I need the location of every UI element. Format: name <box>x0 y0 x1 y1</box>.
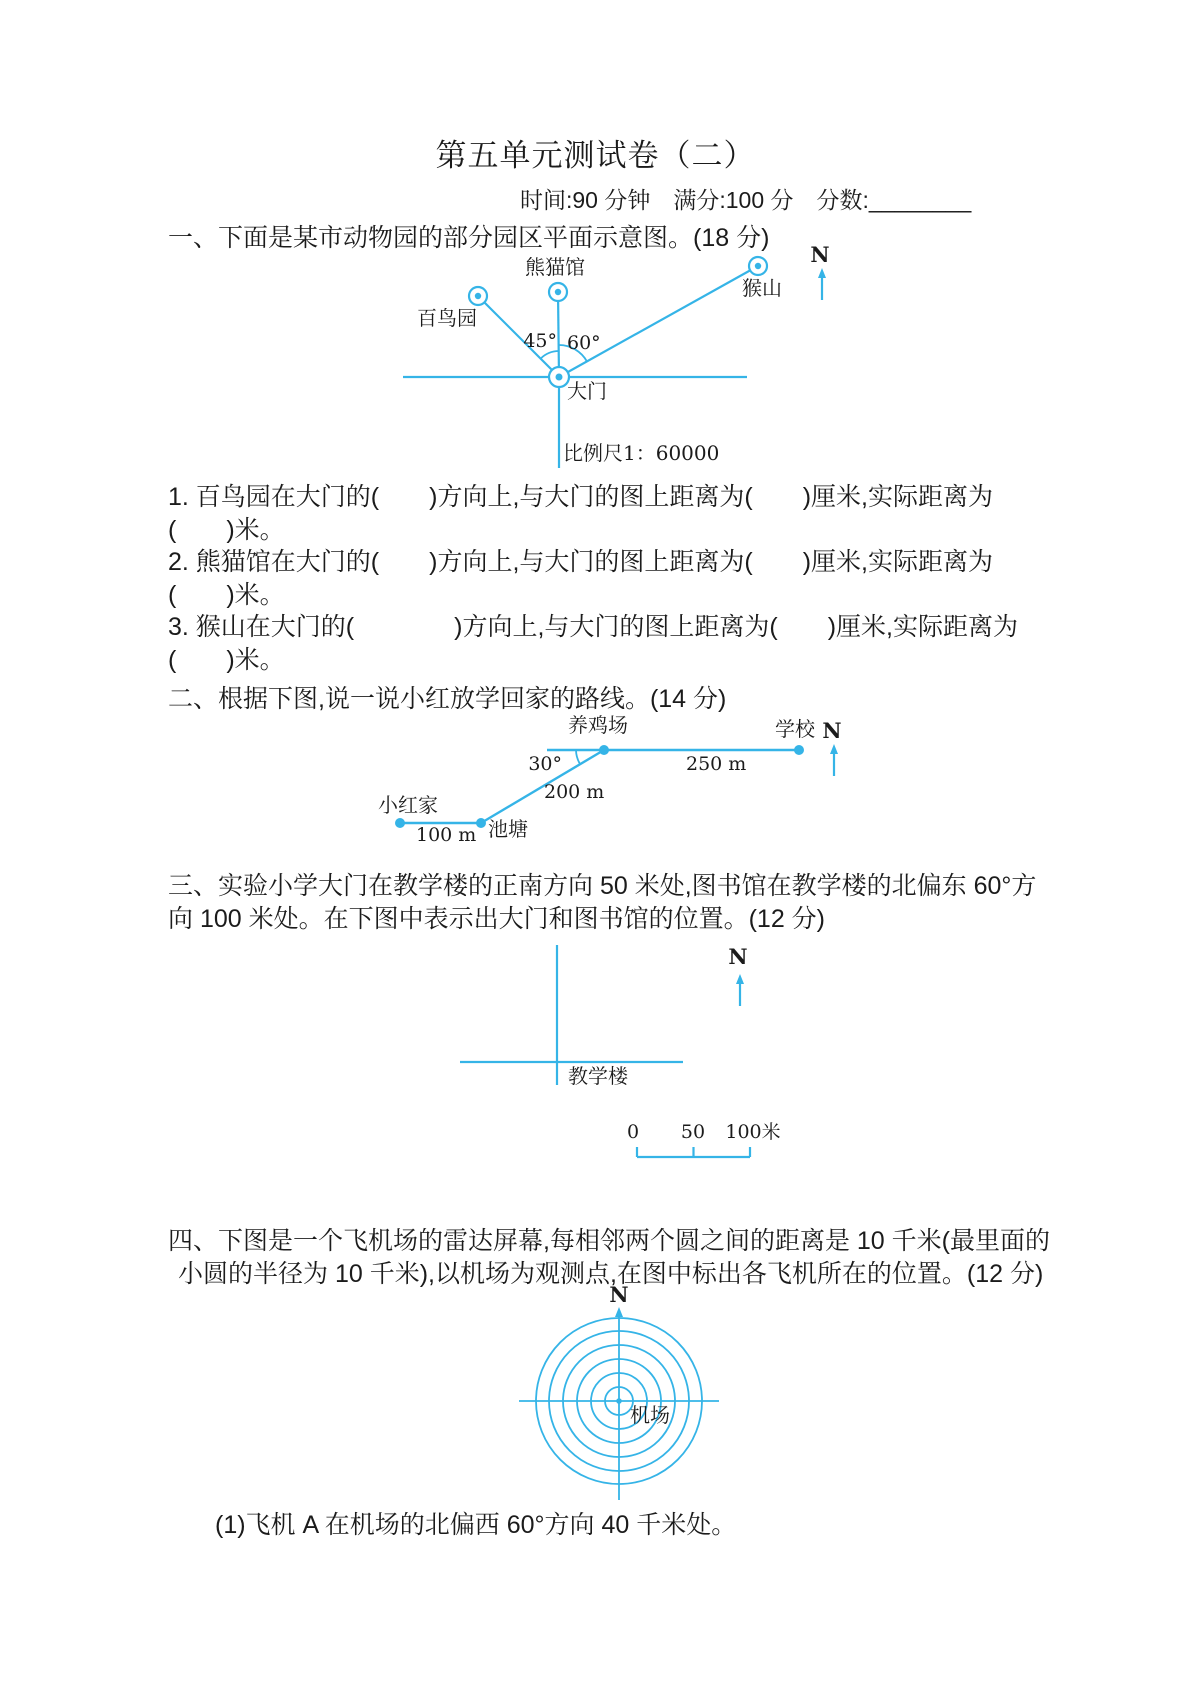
section4-heading-line1: 四、下图是一个飞机场的雷达屏幕,每相邻两个圆之间的距离是 10 千米(最里面的 <box>168 1227 1050 1255</box>
q3-line2: ( )米。 <box>168 646 285 674</box>
section1-heading: 一、下面是某市动物园的部分园区平面示意图。(18 分) <box>168 224 770 252</box>
radar-north-arrowhead <box>615 1307 623 1317</box>
school-dot <box>794 745 804 755</box>
airport-label: 机场 <box>630 1403 670 1427</box>
home-dot <box>395 818 405 828</box>
campus-north-label: N <box>728 944 748 969</box>
farm-dot <box>599 745 609 755</box>
airport-dot <box>616 1398 622 1404</box>
school-label: 学校 <box>775 717 815 741</box>
campus-north-arrow <box>728 944 747 1006</box>
q2-line2: ( )米。 <box>168 581 285 609</box>
map-scale-text: 比例尺1：60000 <box>563 441 720 465</box>
page-title: 第五单元测试卷（二） <box>435 138 756 174</box>
gate-marker <box>549 367 569 387</box>
dist-200m-label: 200 m <box>544 781 605 803</box>
paper-meta-line: 时间:90 分钟 满分:100 分 分数:________ <box>520 187 972 213</box>
section4-item1: (1)飞机 A 在机场的北偏西 60°方向 40 千米处。 <box>215 1511 737 1539</box>
scale-100-label: 100米 <box>725 1121 781 1143</box>
angle-60-label: 60° <box>567 332 601 354</box>
section4-heading-line2: 小圆的半径为 10 千米),以机场为观测点,在图中标出各飞机所在的位置。(12 分) <box>178 1260 1044 1288</box>
monkey-label: 猴山 <box>742 276 782 300</box>
radar-map-svg <box>500 1275 740 1515</box>
building-label: 教学楼 <box>568 1064 628 1088</box>
zoo-angle-arc-45 <box>541 351 559 359</box>
route-north-label: N <box>822 718 842 743</box>
gate-label: 大门 <box>567 379 607 403</box>
zoo-north-arrow <box>810 242 829 300</box>
farm-label: 养鸡场 <box>568 713 628 737</box>
bird-marker <box>469 287 487 305</box>
zoo-line-panda <box>558 292 559 377</box>
route-angle-arc <box>576 750 580 764</box>
section2-heading: 二、根据下图,说一说小红放学回家的路线。(14 分) <box>168 685 727 713</box>
dist-250m-label: 250 m <box>686 753 747 775</box>
panda-label: 熊猫馆 <box>525 255 585 279</box>
q2-line1: 2. 熊猫馆在大门的( )方向上,与大门的图上距离为( )厘米,实际距离为 <box>168 548 993 576</box>
scale-50-label: 50 <box>680 1121 706 1143</box>
zoo-north-arrowhead <box>818 268 826 278</box>
route-map-svg <box>340 700 860 860</box>
radar-north-label: N <box>609 1282 629 1307</box>
pond-dot <box>476 818 486 828</box>
q1-line1: 1. 百鸟园在大门的( )方向上,与大门的图上距离为( )厘米,实际距离为 <box>168 483 993 511</box>
pond-label: 池塘 <box>488 817 528 841</box>
monkey-marker <box>749 257 767 275</box>
home-label: 小红家 <box>378 793 438 817</box>
scale-0-label: 0 <box>626 1121 640 1143</box>
section3-heading-line2: 向 100 米处。在下图中表示出大门和图书馆的位置。(12 分) <box>168 905 826 933</box>
section3-heading-line1: 三、实验小学大门在教学楼的正南方向 50 米处,图书馆在教学楼的北偏东 60°方 <box>168 872 1037 900</box>
campus-map-svg <box>420 930 800 1175</box>
scale-bar <box>627 1121 781 1157</box>
zoo-map-svg <box>360 236 830 476</box>
dist-100m-label: 100 m <box>416 824 477 846</box>
angle-45-label: 45° <box>523 330 557 352</box>
q3-line1: 3. 猴山在大门的( )方向上,与大门的图上距离为( )厘米,实际距离为 <box>168 613 1018 641</box>
bird-label: 百鸟园 <box>417 306 477 330</box>
angle-30-label: 30° <box>528 753 562 775</box>
zoo-north-label: N <box>810 242 830 267</box>
zoo-line-monkey <box>559 266 758 377</box>
campus-north-arrowhead <box>736 974 744 984</box>
route-north-arrow <box>822 718 841 776</box>
panda-marker <box>549 283 567 301</box>
route-north-arrowhead <box>830 744 838 754</box>
q1-line2: ( )米。 <box>168 516 285 544</box>
